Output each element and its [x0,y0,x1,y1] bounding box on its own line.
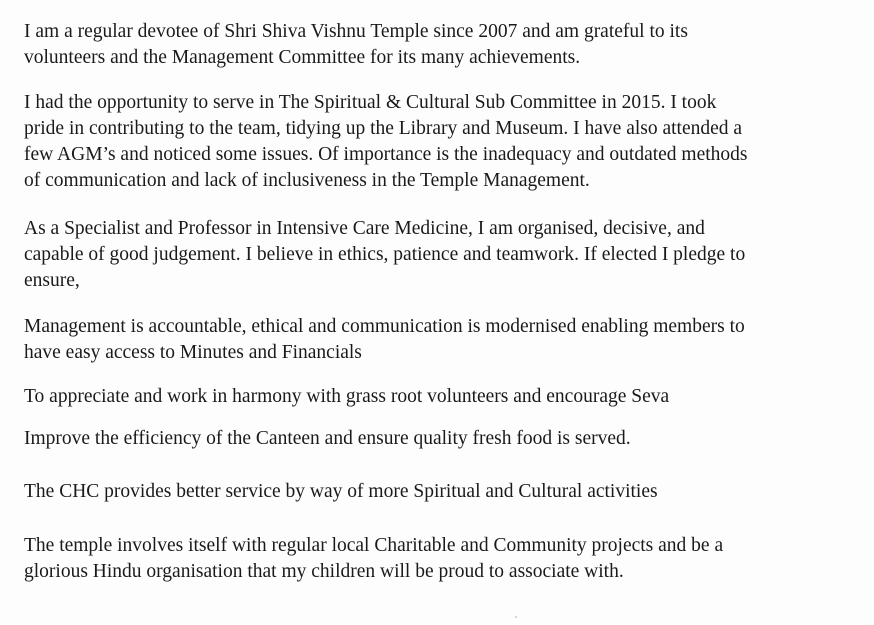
pledge-item-canteen [24,426,631,452]
text-line: have easy access to Minutes and Financials [24,342,362,363]
text-line: To appreciate and work in harmony with grass root volunteers and encourage Seva [24,386,670,407]
text-line: ensure, [24,270,80,291]
text-line: The temple involves itself with regular local Charitable and Community projects and be a [24,535,724,556]
text-line: volunteers and the Management Committee for its many achievements. [24,47,581,68]
text-line: I had the opportunity to serve in The Spiritual & Cultural Sub Committee in 2015. I took [24,92,717,113]
paragraph-qualifications [24,216,745,294]
scan-speck [515,616,517,618]
pledge-item-community [24,533,723,585]
paragraph-intro [24,19,688,71]
pledge-item-chc [24,479,658,505]
text-line: Management is accountable, ethical and communication is modernised enabling members to [24,316,745,337]
text-line: capable of good judgement. I believe in ethics, patience and teamwork. If elected I pledge to [24,244,746,265]
pledge-item-management [24,314,745,366]
text-line: of communication and lack of inclusiveness in the Temple Management. [24,170,590,191]
text-line: Improve the efficiency of the Canteen and ensure quality fresh food is served. [24,428,631,449]
text-line: pride in contributing to the team, tidying up the Library and Museum. I have also attended a [24,118,743,139]
pledge-item-volunteers [24,384,669,410]
paragraph-experience [24,90,748,194]
text-line: As a Specialist and Professor in Intensive Care Medicine, I am organised, decisive, and [24,218,705,239]
text-line: I am a regular devotee of Shri Shiva Vishnu Temple since 2007 and am grateful to its [24,21,688,42]
text-line: The CHC provides better service by way of more Spiritual and Cultural activities [24,481,658,502]
text-line: few AGM’s and noticed some issues. Of importance is the inadequacy and outdated methods [24,144,748,165]
text-line: glorious Hindu organisation that my children will be proud to associate with. [24,561,624,582]
